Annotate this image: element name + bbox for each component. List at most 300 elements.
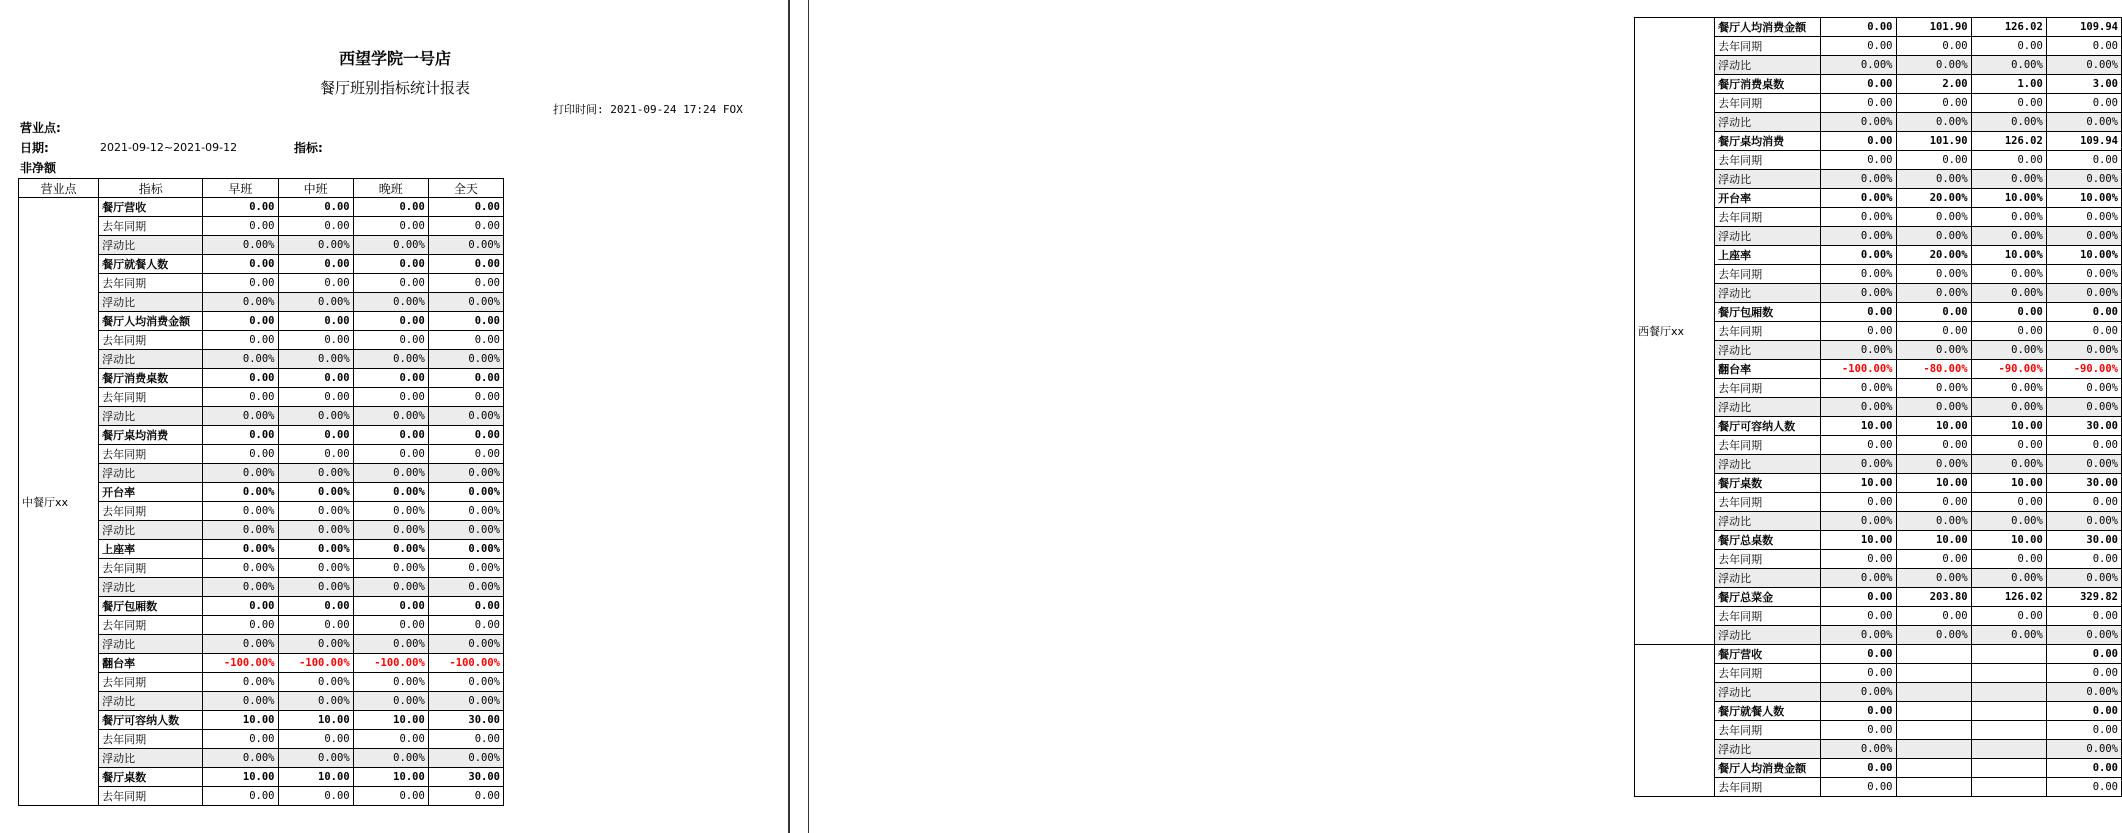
value-cell: 0.00	[203, 255, 278, 274]
value-cell: 0.00	[428, 730, 503, 749]
indicator-cell: 餐厅人均消费金额	[1715, 18, 1821, 37]
value-cell: 0.00	[1821, 645, 1896, 664]
value-cell: 0.00%	[2046, 455, 2121, 474]
value-cell: 0.00%	[353, 559, 428, 578]
value-cell: 0.00	[2046, 645, 2121, 664]
value-cell: 0.00	[278, 217, 353, 236]
value-cell: -100.00%	[428, 654, 503, 673]
value-cell: 0.00%	[203, 635, 278, 654]
value-cell: 0.00	[353, 312, 428, 331]
value-cell: 0.00%	[353, 673, 428, 692]
value-cell: 0.00%	[203, 692, 278, 711]
value-cell: 109.94	[2046, 18, 2121, 37]
value-cell: 10.00	[203, 768, 278, 787]
indicator-cell: 浮动比	[1715, 113, 1821, 132]
value-cell: 10.00	[353, 711, 428, 730]
indicator-cell: 去年同期	[1715, 721, 1821, 740]
value-cell: 0.00	[1821, 588, 1896, 607]
value-cell: -90.00%	[1971, 360, 2046, 379]
value-cell: 0.00%	[2046, 379, 2121, 398]
value-cell: 0.00%	[428, 521, 503, 540]
value-cell: 0.00	[1896, 303, 1971, 322]
indicator-cell: 去年同期	[99, 445, 203, 464]
value-cell: 0.00%	[1821, 56, 1896, 75]
value-cell: 10.00	[1896, 531, 1971, 550]
value-cell: 0.00%	[1971, 227, 2046, 246]
indicator-cell: 餐厅包厢数	[1715, 303, 1821, 322]
indicator-cell: 去年同期	[99, 502, 203, 521]
value-cell: 0.00%	[1896, 284, 1971, 303]
value-cell: 0.00%	[1821, 208, 1896, 227]
value-cell: 10.00%	[2046, 189, 2121, 208]
value-cell: 0.00%	[1896, 379, 1971, 398]
indicator-cell: 浮动比	[99, 407, 203, 426]
indicator-cell: 餐厅桌均消费	[1715, 132, 1821, 151]
indicator-cell: 浮动比	[1715, 284, 1821, 303]
value-cell: 0.00%	[278, 540, 353, 559]
indicator-cell: 餐厅总菜金	[1715, 588, 1821, 607]
indicator-cell: 浮动比	[1715, 56, 1821, 75]
date-value: 2021-09-12~2021-09-12	[100, 141, 238, 154]
value-cell: 0.00%	[203, 502, 278, 521]
value-cell: 0.00	[278, 388, 353, 407]
value-cell: 0.00%	[353, 502, 428, 521]
value-cell: 0.00%	[2046, 569, 2121, 588]
indicator-cell: 浮动比	[1715, 341, 1821, 360]
value-cell	[1896, 721, 1971, 740]
indicator-cell: 去年同期	[1715, 208, 1821, 227]
report-page-1	[0, 0, 790, 833]
value-cell: 10.00	[353, 768, 428, 787]
value-cell: 0.00%	[278, 483, 353, 502]
value-cell: 0.00%	[2046, 683, 2121, 702]
value-cell: 0.00%	[1971, 208, 2046, 227]
value-cell: 0.00%	[1971, 569, 2046, 588]
value-cell: 0.00%	[203, 749, 278, 768]
indicator-cell: 浮动比	[99, 293, 203, 312]
value-cell: -100.00%	[353, 654, 428, 673]
value-cell	[1971, 645, 2046, 664]
value-cell: 0.00%	[428, 407, 503, 426]
value-cell: 0.00	[353, 255, 428, 274]
value-cell: 0.00	[1821, 18, 1896, 37]
value-cell: -90.00%	[2046, 360, 2121, 379]
indicator-cell: 浮动比	[99, 692, 203, 711]
value-cell: 0.00%	[1971, 56, 2046, 75]
value-cell	[1971, 740, 2046, 759]
value-cell: 0.00	[2046, 322, 2121, 341]
value-cell: 0.00%	[353, 578, 428, 597]
value-cell: 0.00	[278, 445, 353, 464]
value-cell: 20.00%	[1896, 189, 1971, 208]
value-cell: 0.00	[1971, 493, 2046, 512]
header-indicator: 指标	[99, 179, 203, 198]
value-cell: 0.00	[2046, 607, 2121, 626]
value-cell: 0.00%	[1896, 569, 1971, 588]
value-cell: 0.00%	[278, 502, 353, 521]
value-cell: 0.00	[278, 274, 353, 293]
value-cell: 10.00	[1896, 474, 1971, 493]
value-cell: 0.00%	[428, 293, 503, 312]
value-cell: 0.00	[353, 426, 428, 445]
value-cell: 0.00%	[2046, 341, 2121, 360]
value-cell: 0.00	[203, 616, 278, 635]
value-cell: -100.00%	[278, 654, 353, 673]
value-cell: 0.00%	[2046, 398, 2121, 417]
value-cell: 0.00	[1821, 664, 1896, 683]
value-cell	[1971, 778, 2046, 797]
indicator-cell: 浮动比	[1715, 170, 1821, 189]
value-cell: 0.00	[1896, 322, 1971, 341]
indicator-cell: 去年同期	[99, 673, 203, 692]
value-cell: 126.02	[1971, 18, 2046, 37]
value-cell: 0.00	[278, 369, 353, 388]
value-cell: 0.00%	[1821, 113, 1896, 132]
value-cell: 0.00	[1896, 550, 1971, 569]
value-cell: 0.00%	[203, 350, 278, 369]
value-cell: 0.00	[278, 312, 353, 331]
value-cell: 0.00%	[2046, 284, 2121, 303]
value-cell: 0.00%	[1971, 113, 2046, 132]
value-cell: 0.00%	[428, 578, 503, 597]
value-cell: 0.00%	[278, 578, 353, 597]
value-cell: 0.00	[2046, 303, 2121, 322]
indicator-cell: 去年同期	[1715, 37, 1821, 56]
value-cell: 0.00	[1821, 493, 1896, 512]
value-cell: 0.00	[203, 597, 278, 616]
value-cell: 0.00%	[203, 540, 278, 559]
indicator-cell: 浮动比	[99, 236, 203, 255]
value-cell: 0.00	[2046, 37, 2121, 56]
value-cell: 0.00%	[1971, 398, 2046, 417]
value-cell: 0.00	[2046, 664, 2121, 683]
value-cell: 0.00%	[2046, 208, 2121, 227]
indicator-cell: 浮动比	[1715, 512, 1821, 531]
value-cell: 0.00	[353, 198, 428, 217]
value-cell: 0.00%	[428, 692, 503, 711]
value-cell: 0.00	[203, 388, 278, 407]
value-cell: 0.00%	[203, 521, 278, 540]
value-cell: 0.00	[1971, 322, 2046, 341]
value-cell: 0.00%	[1896, 398, 1971, 417]
value-cell: 0.00%	[428, 350, 503, 369]
value-cell: 0.00	[428, 445, 503, 464]
value-cell: 0.00%	[2046, 512, 2121, 531]
value-cell: 0.00	[203, 426, 278, 445]
value-cell: 0.00%	[2046, 113, 2121, 132]
indicator-cell: 浮动比	[99, 635, 203, 654]
value-cell: 0.00%	[428, 502, 503, 521]
indicator-label: 指标:	[294, 141, 323, 155]
value-cell: 0.00	[278, 616, 353, 635]
value-cell: 0.00%	[1821, 455, 1896, 474]
indicator-cell: 餐厅营收	[1715, 645, 1821, 664]
value-cell: 0.00%	[203, 483, 278, 502]
value-cell: 0.00	[1896, 94, 1971, 113]
indicator-cell: 餐厅消费桌数	[99, 369, 203, 388]
value-cell: 0.00	[278, 730, 353, 749]
indicator-cell: 上座率	[99, 540, 203, 559]
indicator-cell: 餐厅桌均消费	[99, 426, 203, 445]
value-cell: 0.00%	[1821, 265, 1896, 284]
value-cell: 0.00	[1896, 436, 1971, 455]
value-cell: 10.00	[278, 711, 353, 730]
value-cell: 0.00	[1971, 37, 2046, 56]
value-cell: 0.00	[353, 597, 428, 616]
value-cell: 0.00	[2046, 151, 2121, 170]
value-cell: 0.00%	[1821, 246, 1896, 265]
table-row	[19, 198, 504, 217]
value-cell: 0.00	[428, 388, 503, 407]
date-label: 日期:	[20, 141, 49, 155]
value-cell	[1896, 778, 1971, 797]
indicator-cell: 浮动比	[1715, 398, 1821, 417]
net-label: 非净额	[20, 161, 57, 175]
value-cell: 0.00%	[1896, 512, 1971, 531]
value-cell: 0.00%	[353, 692, 428, 711]
header-all-day: 全天	[428, 179, 503, 198]
value-cell: 0.00%	[1821, 284, 1896, 303]
value-cell: 0.00	[1821, 607, 1896, 626]
indicator-cell: 浮动比	[99, 578, 203, 597]
value-cell	[1971, 683, 2046, 702]
indicator-cell: 开台率	[1715, 189, 1821, 208]
value-cell: 10.00%	[1971, 246, 2046, 265]
indicator-cell: 浮动比	[1715, 569, 1821, 588]
indicator-cell: 餐厅包厢数	[99, 597, 203, 616]
value-cell: 0.00%	[1896, 56, 1971, 75]
indicator-cell: 上座率	[1715, 246, 1821, 265]
value-cell: 0.00	[428, 331, 503, 350]
table-header-row	[19, 179, 504, 198]
value-cell: 0.00	[203, 274, 278, 293]
value-cell: 0.00%	[353, 483, 428, 502]
value-cell: 0.00	[428, 616, 503, 635]
value-cell: 0.00%	[428, 236, 503, 255]
indicator-cell: 去年同期	[99, 787, 203, 806]
value-cell: 0.00	[353, 331, 428, 350]
value-cell: 0.00%	[2046, 626, 2121, 645]
report-table-2	[1634, 17, 2122, 797]
value-cell: 0.00	[1971, 436, 2046, 455]
indicator-cell: 去年同期	[99, 730, 203, 749]
value-cell: 0.00%	[428, 635, 503, 654]
value-cell: 0.00	[1896, 607, 1971, 626]
indicator-cell: 去年同期	[1715, 151, 1821, 170]
value-cell: 0.00%	[203, 236, 278, 255]
indicator-cell: 浮动比	[99, 521, 203, 540]
value-cell: 0.00%	[428, 559, 503, 578]
value-cell: 0.00%	[278, 293, 353, 312]
value-cell: 0.00%	[1821, 189, 1896, 208]
value-cell: 0.00%	[353, 521, 428, 540]
value-cell: 0.00	[203, 445, 278, 464]
value-cell: 30.00	[2046, 531, 2121, 550]
value-cell: 0.00	[2046, 759, 2121, 778]
value-cell: 0.00%	[2046, 170, 2121, 189]
value-cell: 0.00%	[278, 350, 353, 369]
value-cell: 0.00%	[1896, 227, 1971, 246]
value-cell: 101.90	[1896, 132, 1971, 151]
value-cell: 203.80	[1896, 588, 1971, 607]
value-cell: 0.00	[1971, 550, 2046, 569]
value-cell: 0.00%	[353, 464, 428, 483]
value-cell: 126.02	[1971, 588, 2046, 607]
value-cell: 0.00%	[1821, 626, 1896, 645]
value-cell: 0.00%	[203, 293, 278, 312]
indicator-cell: 餐厅就餐人数	[1715, 702, 1821, 721]
value-cell: 0.00%	[1896, 113, 1971, 132]
store-name: 西望学院一号店	[338, 49, 451, 68]
value-cell: 0.00	[428, 369, 503, 388]
value-cell: 0.00%	[1971, 170, 2046, 189]
header-site: 营业点	[19, 179, 99, 198]
value-cell: 0.00	[1971, 303, 2046, 322]
header-evening: 晚班	[353, 179, 428, 198]
indicator-cell: 去年同期	[99, 331, 203, 350]
value-cell: 0.00%	[203, 559, 278, 578]
value-cell: 0.00%	[203, 673, 278, 692]
value-cell: 10.00	[203, 711, 278, 730]
value-cell: 0.00%	[1896, 455, 1971, 474]
value-cell: 0.00	[353, 217, 428, 236]
value-cell: 0.00%	[428, 540, 503, 559]
value-cell: 0.00	[353, 369, 428, 388]
indicator-cell: 去年同期	[1715, 379, 1821, 398]
value-cell: 0.00%	[353, 540, 428, 559]
value-cell: 0.00%	[1896, 341, 1971, 360]
value-cell: 0.00	[278, 426, 353, 445]
value-cell: 0.00%	[278, 521, 353, 540]
indicator-cell: 浮动比	[1715, 626, 1821, 645]
value-cell: 0.00	[1821, 75, 1896, 94]
indicator-cell: 餐厅桌数	[1715, 474, 1821, 493]
indicator-cell: 浮动比	[1715, 227, 1821, 246]
indicator-cell: 去年同期	[1715, 265, 1821, 284]
page-gap	[790, 0, 808, 833]
value-cell: 0.00%	[353, 293, 428, 312]
value-cell: 0.00%	[2046, 56, 2121, 75]
value-cell: 2.00	[1896, 75, 1971, 94]
value-cell: 10.00	[1971, 417, 2046, 436]
value-cell: 0.00%	[1971, 626, 2046, 645]
value-cell: 0.00	[353, 274, 428, 293]
indicator-cell: 餐厅就餐人数	[99, 255, 203, 274]
value-cell: 0.00	[203, 369, 278, 388]
header-morning: 早班	[203, 179, 278, 198]
value-cell: 0.00%	[428, 483, 503, 502]
site-cell	[1635, 645, 1715, 797]
value-cell: 0.00%	[203, 578, 278, 597]
value-cell: 1.00	[1971, 75, 2046, 94]
value-cell: 0.00%	[278, 749, 353, 768]
indicator-cell: 去年同期	[1715, 436, 1821, 455]
value-cell: 0.00%	[203, 464, 278, 483]
value-cell: 0.00%	[428, 749, 503, 768]
value-cell: 0.00%	[353, 635, 428, 654]
value-cell: 0.00	[2046, 94, 2121, 113]
value-cell	[1896, 683, 1971, 702]
value-cell	[1896, 664, 1971, 683]
value-cell: 0.00%	[2046, 227, 2121, 246]
value-cell: 20.00%	[1896, 246, 1971, 265]
indicator-cell: 去年同期	[1715, 94, 1821, 113]
indicator-cell: 去年同期	[1715, 322, 1821, 341]
value-cell: 0.00	[1971, 607, 2046, 626]
indicator-cell: 餐厅桌数	[99, 768, 203, 787]
value-cell: 0.00%	[1971, 284, 2046, 303]
value-cell: 0.00	[2046, 493, 2121, 512]
indicator-cell: 去年同期	[99, 559, 203, 578]
value-cell: 0.00	[2046, 550, 2121, 569]
value-cell: 0.00	[353, 787, 428, 806]
value-cell: 10.00%	[2046, 246, 2121, 265]
value-cell: 0.00%	[353, 236, 428, 255]
value-cell: 0.00%	[1821, 398, 1896, 417]
indicator-cell: 浮动比	[1715, 683, 1821, 702]
indicator-cell: 去年同期	[99, 616, 203, 635]
indicator-cell: 餐厅可容纳人数	[1715, 417, 1821, 436]
value-cell: 0.00	[428, 274, 503, 293]
value-cell: 0.00	[203, 217, 278, 236]
value-cell: 0.00	[1821, 778, 1896, 797]
value-cell: 0.00	[428, 312, 503, 331]
indicator-cell: 去年同期	[1715, 550, 1821, 569]
site-label: 营业点:	[20, 121, 61, 135]
indicator-cell: 翻台率	[1715, 360, 1821, 379]
value-cell: 0.00%	[1971, 512, 2046, 531]
value-cell: 0.00	[1821, 303, 1896, 322]
indicator-cell: 去年同期	[1715, 493, 1821, 512]
value-cell: 0.00%	[1821, 569, 1896, 588]
indicator-cell: 浮动比	[99, 464, 203, 483]
value-cell: 0.00%	[278, 692, 353, 711]
value-cell: 30.00	[2046, 417, 2121, 436]
value-cell	[1971, 721, 2046, 740]
value-cell: 0.00%	[278, 464, 353, 483]
value-cell: 10.00	[278, 768, 353, 787]
value-cell: 0.00%	[353, 407, 428, 426]
value-cell: 0.00%	[1896, 208, 1971, 227]
indicator-cell: 浮动比	[99, 749, 203, 768]
value-cell: 30.00	[428, 768, 503, 787]
value-cell: 0.00%	[203, 407, 278, 426]
value-cell: -100.00%	[1821, 360, 1896, 379]
value-cell: 0.00%	[1971, 341, 2046, 360]
indicator-cell: 翻台率	[99, 654, 203, 673]
value-cell: 0.00%	[2046, 740, 2121, 759]
value-cell: 0.00%	[1821, 170, 1896, 189]
value-cell: 0.00%	[1896, 265, 1971, 284]
value-cell	[1971, 702, 2046, 721]
value-cell: 0.00%	[353, 749, 428, 768]
value-cell: 0.00%	[1971, 379, 2046, 398]
value-cell	[1896, 740, 1971, 759]
value-cell: 0.00	[1821, 151, 1896, 170]
indicator-cell: 去年同期	[1715, 664, 1821, 683]
value-cell: 30.00	[2046, 474, 2121, 493]
value-cell: 10.00	[1971, 531, 2046, 550]
value-cell: 0.00%	[278, 559, 353, 578]
value-cell: 0.00%	[2046, 265, 2121, 284]
value-cell: 0.00%	[353, 350, 428, 369]
indicator-cell: 餐厅人均消费金额	[1715, 759, 1821, 778]
value-cell: 0.00	[1821, 436, 1896, 455]
value-cell: 0.00	[203, 198, 278, 217]
value-cell: 0.00	[1971, 94, 2046, 113]
value-cell: 0.00	[428, 198, 503, 217]
value-cell: 0.00	[1821, 702, 1896, 721]
